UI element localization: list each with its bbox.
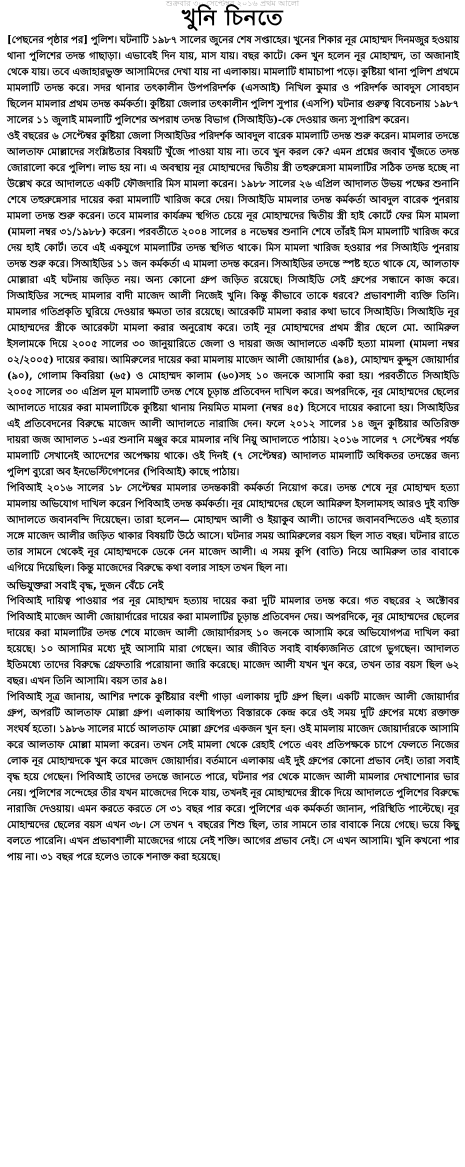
paragraph-3: পিবিআই ২০১৬ সালের ১৮ সেপ্টেম্বর মামলার তদন্তকারী কর্মকর্তা নিয়োগ করে। তদন্ত শেষে নূর মোহাম্মদ হত্যা মামলায় অভিযোগ দাখিল করেন পিবিআই তদন্ত কর্মকর্তা। নূর মোহাম্মদের ছেলে আমিরুল ইসলামসহ আরও দুই ব্যক্তি আদালতে জবানবন্দি দিয়েছেন। তারা হলেন— মোহাম্মদ আলী ও ইয়াকুব আলী। তাদের জবানবন্দিতেও এই হত্যার সঙ্গে মাজেদ আলীর জড়িত থাকার বিষয়টি উঠে আসে। ঘটনার সময় আমিরুলের বয়স ছিল সাত বছর। ঘটনার রাতে তার সামনে থেকেই নূর মোহাম্মদকে ডেকে নেন মাজেদ আলী। এ সময় কুপি (বাতি) নিয়ে আমিরুল তার বাবাকে এগিয়ে দিয়েছিল। কিন্তু মাজেদের বিরুদ্ধে কথা বলার সাহস তখন ছিল না। (7, 483, 459, 574)
article-subheading: অভিযুক্তরা সবাই বৃদ্ধ, দুজন বেঁচে নেই (7, 580, 164, 592)
paragraph-4: পিবিআই দায়িত্ব পাওয়ার পর নূর মোহাম্মদ হত্যায় দায়ের করা দুটি মামলার তদন্ত করে। গত বছরের ২ অক্টোবর পিবিআই মাজেদ আলী জোয়ার্দারের দায়ের করা মামলাটির চূড়ান্ত প্রতিবেদন দেয়। অপরদিকে, নূর মোহাম্মদের ছেলের দায়ের করা মামলাটির তদন্ত শেষে মাজেদ আলী জোয়ার্দারসহ ১০ জনকে আসামি করে অভিযোগপত্র দাখিল করা হয়েছে। ১০ আসামির মধ্যে দুই আসামি মারা গেছেন। আর জীবিত সবাই বার্ধক্যজনিত রোগে ভুগছেন। আদালত ইতিমধ্যে তাদের বিরুদ্ধে গ্রেফতারি পরোয়ানা জারি করেছে। মাজেদ আলী যখন খুন করে, তখন তার বয়স ছিল ৬২ বছর। এখন তিনি আসামি। বয়স তার ৯৪। (7, 596, 459, 687)
page-masthead: শুক্রবার ৩০ সেপ্টেম্বর ২০১৬ প্রথম আলো (165, 0, 300, 8)
paragraph-1-text: পুলিশ। ঘটনাটি ১৯৮৭ সালের জুনের শেষ সপ্তাহের। খুনের শিকার নূর মোহাম্মদ দিনমজুর হওয়ায় থানা পুলিশের তদন্ত গাছাড়া। এভাবেই দিন যায়, মাস যায়। বছর কাটে। কেন খুন হলেন নূর মোহাম্মদ, তা অজানাই থেকে যায়। তবে এজাহারভুক্ত আসামিদের দেখা যায় না এলাকায়। মামলাটি ধামাচাপা পড়ে। কুষ্টিয়া থানা পুলিশ প্রথমে মামলাটি তদন্ত করে। সদর থানার তৎকালীন উপপরিদর্শক (এসআই) নিখিল কুমার ও পরিদর্শক আবদুস সোবহান ছিলেন মামলার প্রথম তদন্ত কর্মকর্তা। কুষ্টিয়া জেলার তৎকালীন পুলিশ সুপার (এসপি) ঘটনার গুরুত্ব বিবেচনায় ১৯৮৭ সালের ১১ জুলাই মামলাটি পুলিশের অপরাধ তদন্ত বিভাগ (সিআইডি)-কে দেওয়ার জন্য সুপারিশ করেন। (7, 35, 459, 126)
paragraph-2: ওই বছরের ৬ সেপ্টেম্বর কুষ্টিয়া জেলা সিআইডির পরিদর্শক আবদুল বারেক মামলাটি তদন্ত শুরু করেন। মামলার তদন্তে আলতাফ মোল্লাদের সংশ্লিষ্টতার বিষয়টি খুঁজে পাওয়া যায় না। তবে খুন করল কে? এমন প্রশ্নের জবাব খুঁজতে তদন্ত জোরালো করে পুলিশ। লাভ হয় না। এ অবস্থায় নূর মোহাম্মদের দ্বিতীয় স্ত্রী তহুরুন্নেসা মামলাটির সঠিক তদন্ত হচ্ছে না উল্লেখ করে আদালতে একটি ফৌজদারি মিস মামলা করেন। ১৯৮৮ সালের ২৬ এপ্রিল আদালত উভয় পক্ষের শুনানি শেষে তহুরুন্নেসার দায়ের করা মামলাটি খারিজ করে দেয়। সিআইডি মামলার তদন্ত কর্মকর্তা আবদুল বারেক পুনরায় মামলা তদন্ত শুরু করেন। তবে মামলার কার্যক্রম স্থগিত চেয়ে নূর মোহাম্মদের দ্বিতীয় স্ত্রী হাই কোর্টে ফের মিস মামলা (মামলা নম্বর ৩১/১৯৮৮) করেন। পরবর্তীতে ২০০৪ সালের ৪ নভেম্বর শুনানি শেষে তাঁরই মিস মামলাটি খারিজ করে দেয় হাই কোর্ট। তবে এই একযুগে মামলাটির তদন্ত স্থগিত থাকে। মিস মামলা খারিজ হওয়ার পর সিআইডি পুনরায় তদন্ত শুরু করে। সিআইডির ১১ জন কর্মকর্তা এ মামলা তদন্ত করেন। সিআইডির তদন্তে স্পষ্ট হতে থাকে যে, আলতাফ মোল্লারা এই ঘটনায় জড়িত নয়। অন্য কোনো গ্রুপ জড়িত রয়েছে। সিআইডি সেই গ্রুপের সন্ধানে কাজ করে। সিআইডির সন্দেহ মামলার বাদী মাজেদ আলী নিজেই খুনি। কিন্তু কীভাবে তাকে ধরবে? প্রভাবশালী ব্যক্তি তিনি। মামলার গতিপ্রকৃতি ঘুরিয়ে দেওয়ার ক্ষমতা তার রয়েছে। আরেকটি মামলা করার কথা ভাবে সিআইডি। সিআইডি নূর মোহাম্মদের স্ত্রীকে আরেকটা মামলা করার অনুরোধ করে। তাই নূর মোহাম্মদের প্রথম স্ত্রীর ছেলে মো. আমিরুল ইসলামকে দিয়ে ২০০৫ সালের ৩০ জানুয়ারিতে জেলা ও দায়রা জজ আদালতে একটি হত্যা মামলা (মামলা নম্বর ০২/২০০৫) দায়ের করায়। আমিরুলের দায়ের করা মামলায় মাজেদ আলী জোয়ার্দার (৯৪), মোহাম্মদ কুদ্দুস জোয়ার্দার (৯০), গোলাম কিবরিয়া (৬৫) ও মোহাম্মদ কালাম (৬০)সহ ১০ জনকে আসামি করা হয়। পরবর্তীতে সিআইডি ২০০৫ সালের ৩০ এপ্রিল মূল মামলাটি তদন্ত শেষে চূড়ান্ত প্রতিবেদন দাখিল করে। অপরদিকে, নূর মোহাম্মদের ছেলের আদালতে দায়ের করা মামলাটিকে কুষ্টিয়া থানায় নিয়মিত মামলা (নম্বর ৪৫) হিসেবে দায়ের করানো হয়। সিআইডির এই প্রতিবেদনের বিরুদ্ধে মাজেদ আলী আদালতে নারাজি দেন। ফলে ২০১২ সালের ১৪ জুন কুষ্টিয়ার অতিরিক্ত দায়রা জজ আদালত ১-এর শুনানি মঞ্জুর করে মামলার নথি নিয়ু আদালতে পাঠায়। ২০১৬ সালের ৭ সেপ্টেম্বর পর্যন্ত মামলাটি সেখানেই আদেশের অপেক্ষায় থাকে। ওই দিনই (৭ সেপ্টেম্বর) আদালত মামলাটি অধিকতর তদন্তের জন্য পুলিশ ব্যুরো অব ইনভেস্টিগেশনের (পিবিআই) কাছে পাঠায়। (7, 131, 459, 478)
paragraph-1 (7, 33, 459, 129)
paragraph-5: পিবিআই সূত্র জানায়, আশির দশকে কুষ্টিয়ার বংশী গাড়া এলাকায় দুটি গ্রুপ ছিল। একটি মাজেদ আলী জোয়ার্দার গ্রুপ, অপরটি আলতাফ মোল্লা গ্রুপ। এলাকায় আধিপত্য বিস্তারকে কেন্দ্র করে ওই সময় দুটি গ্রুপের মধ্যে রক্তাক্ত সংঘর্ষ হতো। ১৯৮৬ সালের মার্চে আলতাফ মোল্লা গ্রুপের একজন খুন হন। ওই মামলায় মাজেদ জোয়ার্দারকে আসামি করে আলতাফ মোল্লা মামলা করেন। তখন সেই মামলা থেকে রেহাই পেতে এবং প্রতিপক্ষকে চাপে ফেলতে নিজের লোক নূর মোহাম্মদকে খুন করে মাজেদ জোয়ার্দার। বর্তমানে এলাকায় এই দুই গ্রুপের কোনো প্রভাব নেই। তারা সবাই বৃদ্ধ হয়ে গেছেন। পিবিআই তাদের তদন্তে জানতে পারে, ঘটনার পর থেকে মাজেদ আলী মামলার দেখাশোনার ভার নেয়। পুলিশের সন্দেহের তীর যখন মাজেদের দিকে যায়, তখনই নূর মোহাম্মদের স্ত্রীকে দিয়ে আদালতে পুলিশের বিরুদ্ধে নারাজি দেওয়ায়। এমন করতে করতে সে ৩১ বছর পার করে। পুলিশের এক কর্মকর্তা জানান, পরিস্থিতি পাল্টেছে। নূর মোহাম্মদের ছেলের বয়স এখন ৩৮। সে তখন ৭ বছরের শিশু ছিল, তার সামনে তার বাবাকে নিয়ে গেছে। ভয়ে কিছু বলতে পারেনি। এখন প্রভাবশালী মাজেদের গায়ে নেই শক্তি। আগের প্রভাব নেই। সে এখন আসামি। খুনি কখনো পার পায় না। ৩১ বছর পরে হলেও তাকে শনাক্ত করা হয়েছে। (7, 692, 459, 863)
article-headline: খুনি চিনতে (181, 6, 284, 31)
continued-from-label: [পেছনের পৃষ্ঠার পর] (7, 35, 88, 46)
article-body (7, 33, 459, 866)
